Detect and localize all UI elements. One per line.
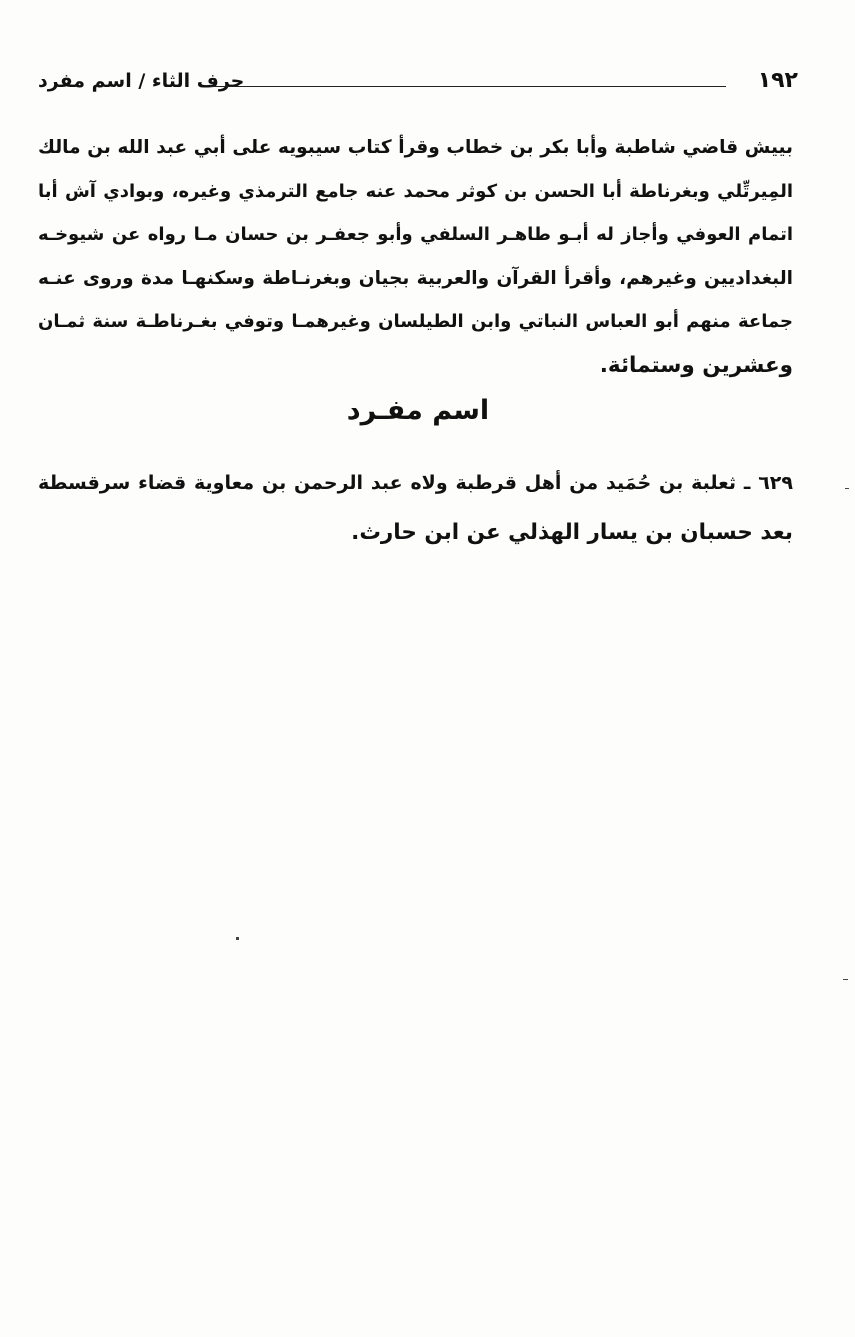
section-heading: اسم مفـرد	[346, 395, 490, 426]
text-line: البغداديين وغيرهم، وأقرأ القرآن والعربية بجيان وبغرنـاطة وسكنهـا مدة وروى عنـه	[38, 267, 793, 289]
text-line: اتمام العوفي وأجاز له أبـو طاهـر السلفي وأبو جعفـر بن حسان مـا رواه عن شيوخـه	[38, 224, 793, 245]
scan-speck	[236, 937, 239, 940]
running-header	[38, 66, 798, 100]
scan-speck	[843, 979, 848, 980]
text-line: المِيرتِّلي وبغرناطة أبا الحسن بن كوثر محمد عنه جامع الترمذي وغيره، وبوادي آش أبا	[38, 180, 793, 202]
header-rule	[210, 86, 726, 87]
text-line: ٦٢٩ ـ ثعلبة بن حُمَيد من أهل قرطبة ولاه عبد الرحمن بن معاوية قضاء سرقسطة	[38, 472, 793, 494]
text-line: بييش قاضي شاطبة وأبا بكر بن خطاب وقرأ كتاب سيبويه على أبي عبد الله بن مالك	[38, 137, 793, 158]
text-line: جماعة منهم أبو العباس النباتي وابن الطيلسان وغيرهمـا وتوفي بغـرناطـة سنة ثمـان	[38, 311, 793, 332]
scan-speck	[845, 488, 849, 489]
text-line: وعشرين وستمائة.	[599, 352, 793, 378]
entry-629	[38, 458, 793, 558]
text-line: بعد حسبان بن يسار الهذلي عن ابن حارث.	[351, 520, 793, 545]
page-number: ١٩٢	[757, 68, 798, 93]
biography-continuation	[38, 126, 793, 387]
running-title: حرف الثاء / اسم مفرد	[38, 70, 245, 92]
